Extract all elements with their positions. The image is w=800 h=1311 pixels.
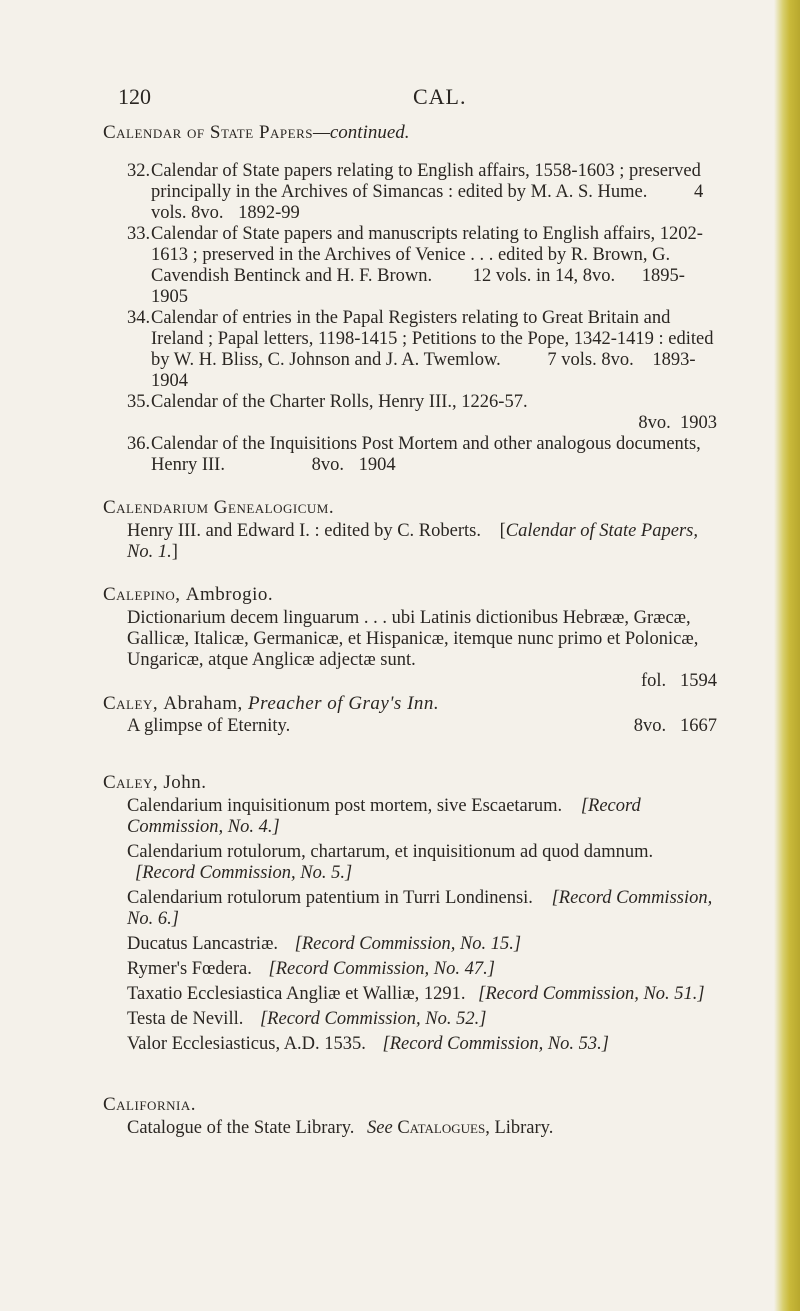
- entry-text: Dictionarium decem linguarum . . . ubi Latinis dictionibus Hebrææ, Græcæ, Gallicæ, Italicæ, Germanicæ, et Hispanicæ, itemque nunc primo et Polonicæ, Ungaricæ, atque Anglicæ adjectæ sunt.: [127, 608, 699, 670]
- entry-33: [127, 224, 717, 308]
- entry-text: A glimpse of Eternity.: [127, 716, 291, 736]
- caley-john-item: [127, 888, 717, 930]
- item-title: Valor Ecclesiasticus, A.D. 1535.: [127, 1034, 366, 1054]
- cross-reference: [Record Commission, No. 15.]: [294, 934, 522, 954]
- continued-label: —continued.: [312, 122, 410, 143]
- author-first-name: Ambrogio.: [185, 584, 274, 605]
- caley-abraham-entry: [127, 716, 717, 737]
- entry-date: 1667: [680, 716, 717, 736]
- item-title: Ducatus Lancastriæ.: [127, 934, 279, 954]
- entry-format: 8vo.: [311, 455, 344, 475]
- entry-date: 1594: [680, 671, 717, 691]
- caley-john-item: [127, 959, 717, 980]
- entry-text: Calendar of entries in the Papal Registers relating to Great Britain and Ireland ; Papal letters, 1198-1415 ; Petitions to the Pope, 1342-1419 : edited by W. H. Bliss, C. Johnson and J. A. Twemlow.: [151, 308, 714, 370]
- entry-text: Catalogue of the State Library.: [127, 1118, 355, 1138]
- entry-text: Calendar of State papers relating to English affairs, 1558-1603 ; preserved principally in the Archives of Simancas : edited by M. A. S. Hume.: [151, 161, 701, 202]
- entry-format: 8vo.: [638, 413, 671, 433]
- item-title: Calendarium inquisitionum post mortem, sive Escaetarum.: [127, 796, 563, 816]
- cross-reference: [Record Commission, No. 4.]: [127, 796, 641, 837]
- running-title: CAL.: [413, 84, 467, 109]
- entry-date: 1904: [358, 455, 396, 475]
- cross-reference: [Record Commission, No. 5.]: [135, 863, 353, 883]
- entry-format: 8vo.: [633, 716, 667, 736]
- entry-number: 35.: [127, 392, 151, 412]
- cross-reference: [Record Commission, No. 47.]: [268, 959, 495, 979]
- heading-text: Calendar of State Papers: [103, 122, 313, 143]
- cross-reference: [Record Commission, No. 53.]: [382, 1034, 610, 1054]
- entry-32: [127, 161, 717, 224]
- entry-date: 1895-1905: [151, 266, 685, 307]
- entry-format: 7 vols. 8vo.: [547, 350, 634, 370]
- section-heading-caley-john: [103, 771, 717, 795]
- page-content: [103, 121, 717, 1139]
- caley-john-item: [127, 934, 717, 955]
- see-rest: Library.: [494, 1118, 554, 1138]
- entry-number: 36.: [127, 434, 151, 454]
- entry-number: 34.: [127, 308, 151, 328]
- ref-close: ]: [171, 542, 178, 562]
- caley-john-item: [127, 842, 717, 884]
- page-header: [118, 84, 713, 110]
- entry-format: 12 vols. in 14, 8vo.: [472, 266, 616, 286]
- ref-open: [: [499, 521, 506, 541]
- entry-date: 1892-99: [238, 203, 300, 223]
- caley-john-item: [127, 1009, 717, 1030]
- entry-35: [127, 392, 717, 434]
- see-target: Catalogues,: [397, 1118, 490, 1138]
- entry-format: 4 vols. 8vo.: [151, 182, 704, 223]
- entry-text: Calendar of the Charter Rolls, Henry III., 1226-57.: [151, 392, 528, 412]
- cross-reference: [Record Commission, No. 51.]: [478, 984, 705, 1004]
- entry-text: Calendar of State papers and manuscripts relating to English affairs, 1202-1613 ; preserved in the Archives of Venice . . . edited by R. Brown, G. Cavendish Bentinck and H. F. Brown.: [151, 224, 703, 286]
- section-heading-calendar: [103, 121, 717, 145]
- author-first-name: John.: [163, 772, 207, 793]
- author-first-name: Abraham,: [163, 693, 243, 714]
- item-title: Testa de Nevill.: [127, 1009, 244, 1029]
- cross-reference: [Record Commission, No. 52.]: [259, 1009, 487, 1029]
- entry-34: [127, 308, 717, 392]
- entry-date: 1903: [680, 413, 717, 433]
- entry-number: 32.: [127, 161, 151, 181]
- item-title: Calendarium rotulorum, chartarum, et inquisitionum ad quod damnum.: [127, 842, 654, 862]
- section-heading-caley-abraham: [103, 692, 717, 716]
- heading-text: Caley,: [103, 693, 159, 714]
- section-heading-calepino: [103, 583, 717, 607]
- caley-john-item: [127, 1034, 717, 1055]
- heading-text: Calepino,: [103, 584, 181, 605]
- genealogicum-entry: [127, 521, 717, 563]
- author-role: Preacher of Gray's Inn.: [248, 693, 440, 714]
- entry-text: Calendar of the Inquisitions Post Mortem and other analogous documents, Henry III.: [151, 434, 701, 475]
- calepino-entry: [127, 608, 717, 692]
- page-number: 120: [118, 84, 151, 109]
- entry-date: 1893-1904: [151, 350, 696, 391]
- caley-john-item: [127, 984, 717, 1005]
- heading-text: Caley,: [103, 772, 159, 793]
- section-heading-genealogicum: Calendarium Genealogicum.: [103, 497, 335, 518]
- entry-number: 33.: [127, 224, 151, 244]
- entry-format: fol.: [640, 671, 667, 691]
- cross-reference: [Record Commission, No. 6.]: [127, 888, 713, 929]
- section-heading-california: California.: [103, 1094, 196, 1115]
- item-title: Calendarium rotulorum patentium in Turri Londinensi.: [127, 888, 533, 908]
- page-edge: [774, 0, 800, 1311]
- caley-john-item: [127, 796, 717, 838]
- cross-reference: Calendar of State Papers, No. 1.: [127, 521, 698, 562]
- entry-36: [127, 434, 717, 476]
- item-title: Rymer's Fœdera.: [127, 959, 252, 979]
- california-entry: [127, 1118, 717, 1139]
- entry-text: Henry III. and Edward I. : edited by C. Roberts.: [127, 521, 481, 541]
- item-title: Taxatio Ecclesiastica Angliæ et Walliæ, 1291.: [127, 984, 466, 1004]
- see-label: See: [367, 1118, 393, 1138]
